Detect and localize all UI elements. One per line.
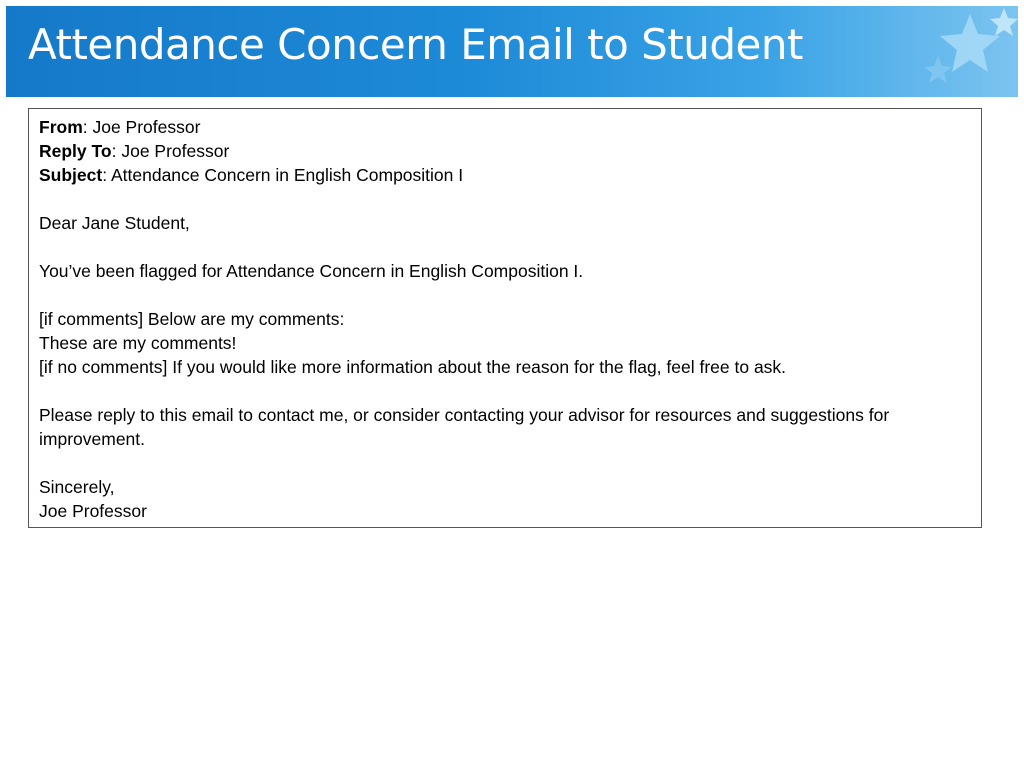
comments-intro: [if comments] Below are my comments: bbox=[39, 309, 345, 329]
flag-line: You’ve been flagged for Attendance Concern in English Composition I. bbox=[39, 261, 584, 281]
subject-line bbox=[39, 163, 971, 187]
closing: Sincerely, bbox=[39, 477, 115, 497]
spacer bbox=[39, 235, 971, 259]
comments-text: These are my comments! bbox=[39, 333, 237, 353]
from-value: : Joe Professor bbox=[82, 117, 201, 137]
star-decoration-icon bbox=[908, 6, 1018, 97]
spacer bbox=[39, 187, 971, 211]
from-label: From bbox=[39, 117, 83, 137]
subject-value: : Attendance Concern in English Composition I bbox=[102, 165, 464, 185]
spacer bbox=[39, 451, 971, 475]
spacer bbox=[39, 379, 971, 403]
reply-to-line bbox=[39, 139, 971, 163]
slide-title: Attendance Concern Email to Student bbox=[28, 20, 803, 69]
spacer bbox=[39, 283, 971, 307]
reply-paragraph: Please reply to this email to contact me, or consider contacting your advisor for resources and suggestions for improvement. bbox=[39, 405, 890, 449]
reply-to-value: : Joe Professor bbox=[111, 141, 230, 161]
title-bar bbox=[6, 6, 1018, 97]
reply-to-label: Reply To bbox=[39, 141, 112, 161]
signature: Joe Professor bbox=[39, 501, 147, 521]
from-line bbox=[39, 115, 971, 139]
email-preview bbox=[28, 108, 982, 528]
greeting: Dear Jane Student, bbox=[39, 213, 190, 233]
no-comments-line: [if no comments] If you would like more information about the reason for the flag, feel free to ask. bbox=[39, 357, 787, 377]
subject-label: Subject bbox=[39, 165, 103, 185]
